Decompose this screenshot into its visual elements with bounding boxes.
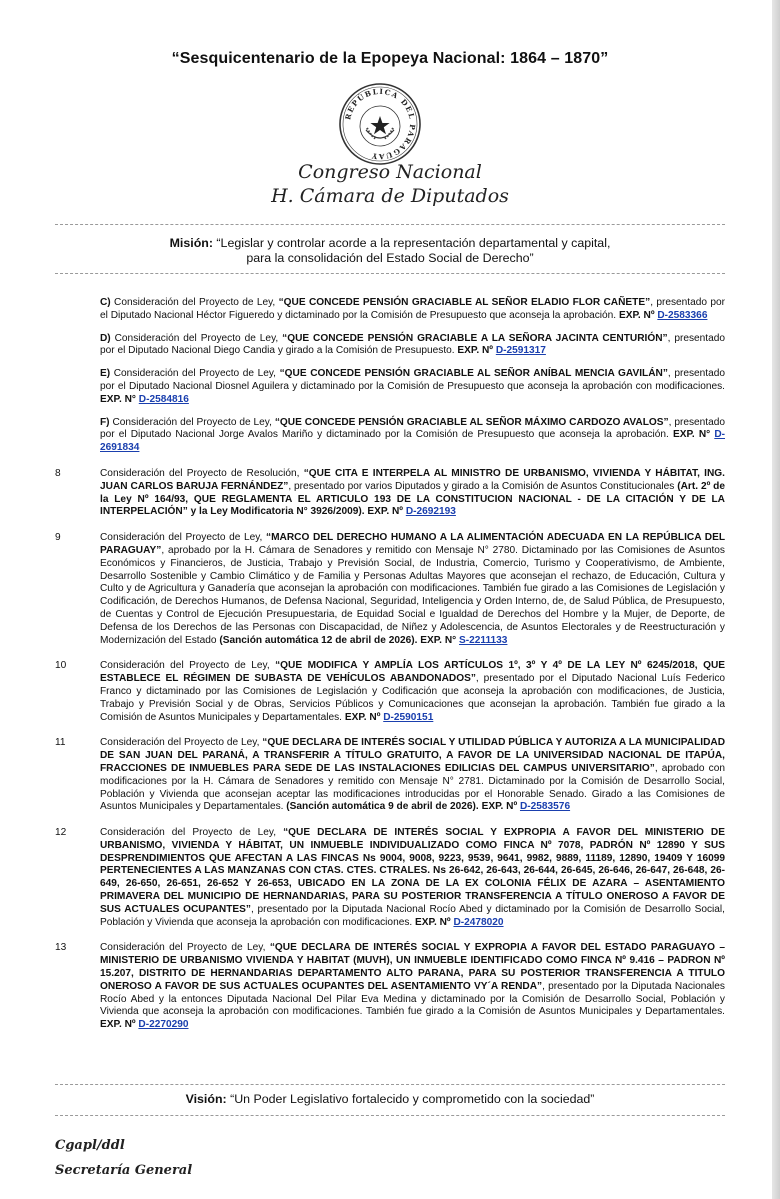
agenda-item-13 [55,942,725,1032]
item-text: Consideración del Proyecto de Ley, [110,297,279,308]
item-letter: D) [100,332,111,344]
vision-statement [55,1092,725,1107]
agenda-item-9 [55,532,725,647]
exp-label: EXP. Nº [457,345,496,357]
exp-link[interactable]: D-2270290 [138,1019,189,1031]
exp-label: EXP. Nº [367,506,406,518]
item-body [100,417,725,455]
item-text: Consideración del Proyecto de Ley, [100,532,267,544]
exp-link[interactable]: D-2692193 [405,506,456,518]
divider-mission [55,273,725,274]
item-sanction: (Sanción automática 12 de abril de 2026). [219,634,418,646]
mission-statement [55,236,725,266]
exp-link[interactable]: D-2590151 [383,711,434,723]
item-text: , presentado por el Diputado Nacional Jorge Avalos Mariño y dictaminado por la Comisión de Presupuesto que aconseja la aprobación. [100,416,725,441]
item-sanction: (Sanción automática 9 de abril de 2026). [286,801,479,813]
item-reference: (Art. 2º de la Ley Nº 164/93, QUE REGLAMENTA EL ARTICULO 193 DE LA CONSTITUCION NACIONAL - DE LA CITACIÓN Y DE LA INTERPELACIÓN” y la Ley Modificatoria N° 3926/2009). [100,480,725,518]
agenda-item-f [55,417,725,455]
chamber-name: H. Cámara de Diputados [271,185,509,207]
agenda-item-10 [55,660,725,724]
item-text: , presentado por el Diputado Nacional Diosnel Aguilera y dictaminado por la Comisión de Presupuesto que aconseja la aprobación con modificaciones. [100,368,726,392]
item-text: , presentado por el Diputado Nacional Luís Federico Franco y dictaminado por las Comisiones de Legislación y Codificación que aconseja la aprobación con modificaciones, de Justicia, Trabajo y Previsión Social y de Obras, Servicios Públicos y Comunicaciones que aconsejan la aprobación. También fue girado a la Comisión de Asuntos Municipales y Departamentales. [100,673,726,723]
item-title: “QUE CONCEDE PENSIÓN GRACIABLE A LA SEÑORA JACINTA CENTURIÓN” [282,332,668,344]
item-body [100,737,725,814]
item-text: , presentado por la Diputada Nacional Rocío Abed y dictaminado por la Comisión de Desarrollo Social, Población y Vivienda que aconseja la aprobación con modificaciones. [100,903,725,928]
item-title: “QUE CONCEDE PENSIÓN GRACIABLE AL SEÑOR ANÍBAL MENCIA GAVILÁN” [279,368,668,380]
item-text: , presentado por varios Diputados y girado a la Comisión de Asuntos Constitucionales [288,480,678,492]
exp-label: EXP. Nº [415,916,454,928]
exp-link[interactable]: D-2583366 [657,309,708,321]
item-letter: E) [100,368,111,380]
item-title: “QUE DECLARA DE INTERÉS SOCIAL Y EXPROPIA A FAVOR DEL MINISTERIO DE URBANISMO, VIVIENDA Y HÁBITAT, UN INMUEBLE INDIVIDUALIZADO COMO FINCA Nº 7078, PADRÓN Nº 12890 Y SUS DESPRENDIMIENTOS QUE AFECTAN A LAS FINCAS Ns 9004, 9008, 9223, 9539, 9641, 9982, 9889, 11189, 12890, 19409 Y 16099 PERTENECIENTES A LAS MANZANAS CON CTAS. CTES. CTRALES. Ns 26-642, 26-643, 26-644, 26-645, 26-646, 26-647, 26-648, 26-649, 26-650, 26-651, 26-652 Y 26-653, UBICADO EN LA ZONA DE LA EX COLONIA FÉLIX DE AZARA – ASENTAMIENTO PRIMAVERA DEL MUNICIPIO DE HERNANDARIAS, PARA SU POSTERIOR TRANSFERENCIA A TÍTULO ONEROSO A FAVOR DE SUS ACTUALES OCUPANTES” [100,827,725,915]
exp-label: EXP. N° [100,393,139,405]
item-text: Consideración del Proyecto de Ley, [100,660,276,672]
divider-vision-bottom [55,1115,725,1116]
divider-top [55,224,725,225]
seal-icon [338,82,422,166]
exp-link[interactable]: D-2583576 [519,801,571,813]
item-body [100,942,725,1032]
exp-label: EXP. Nº [100,1019,139,1031]
divider-vision-top [55,1084,725,1085]
agenda-item-e [55,368,725,406]
item-letter: F) [100,416,110,428]
seal-text: REPÚBLICA DEL PARAGUAY [343,86,418,162]
congress-heading [0,160,780,208]
item-text: , aprobado por la H. Cámara de Senadores y remitido con Mensaje N° 2780. Dictaminado por las Comisiones de Asuntos Económicos y Financieros, de Justicia, Trabajo y Previsión Social, de Industria, Comercio, Turismo y Cooperativismo, de Ambiente, Desarrollo Sostenible y Cambio Climático y de Familia y Personas Adultas Mayores que aconsejan el rechazo, de Educación, Cultura y Culto y de Agricultura y Ganadería que aconsejan la aprobación con modificaciones. También fue girado a las Comisiones de Legislación y Codificación, de Derechos Humanos, de Defensa Nacional, Seguridad, Inteligencia y Orden Interno, de, de Salud Pública, de Presupuesto, de Cuentas y Control de Ejecución Presupuestaria, de Equidad Social e Igualdad de Derechos del Hombre y la Mujer, de Deporte, de Defensa de los Derechos de las Personas con Discapacidad, de Niñez y Adolescencia, de Asuntos Electorales y de Reestructuración y Modernización del Estado [100,544,725,646]
mission-text-1: “Legislar y controlar acorde a la representación departamental y capital, [212,236,611,250]
item-title: “QUE CONCEDE PENSIÓN GRACIABLE AL SEÑOR MÁXIMO CARDOZO AVALOS” [274,416,669,428]
item-text: Consideración del Proyecto de Ley, [109,416,275,428]
item-text: Consideración del Proyecto de Ley, [100,942,270,954]
page-title: “Sesquicentenario de la Epopeya Nacional: 1864 – 1870” [171,50,609,67]
exp-label: EXP. N° [420,634,459,646]
item-title: “QUE CONCEDE PENSIÓN GRACIABLE AL SEÑOR ELADIO FLOR CAÑETE” [278,297,651,308]
item-text: , presentado por el Diputado Nacional Diego Candia y girado a la Comisión de Presupuesto. [100,332,726,357]
item-number: 8 [55,467,61,479]
agenda-item-c [55,297,725,323]
item-title: “QUE MODIFICA Y AMPLÍA LOS ARTÍCULOS 1º, 3º Y 4º DE LA LEY Nº 6245/2018, QUE ESTABLECE EL RÉGIMEN DE SUBASTA DE VEHÍCULOS ABANDONADOS” [100,660,726,685]
item-body [100,297,725,323]
exp-link[interactable]: D-2478020 [453,916,504,928]
mission-label: Misión: [169,236,213,250]
exp-link[interactable]: D-2584816 [138,393,189,405]
item-body [100,333,725,359]
item-letter: C) [100,297,111,308]
agenda-item-12 [55,827,725,929]
agenda-item-d [55,333,725,359]
item-body [100,468,725,519]
vision-label: Visión: [185,1092,227,1106]
item-text: Consideración del Proyecto de Ley, [100,827,284,839]
mission-text-2: para la consolidación del Estado Social de Derecho” [246,251,534,265]
item-number: 11 [55,737,66,749]
exp-link[interactable]: D-2591317 [495,345,546,357]
exp-link[interactable]: S-2211133 [459,634,508,646]
item-title: “QUE DECLARA DE INTERÉS SOCIAL Y EXPROPIA A FAVOR DEL ESTADO PARAGUAYO – MINISTERIO DE URBANISMO VIVIENDA Y HABITAT (MUVH), UN INMUEBLE IDENTIFICADO COMO FINCA Nº 9.416 – PADRON Nº 15.207, DISTRITO DE HERNANDARIAS DEPARTAMENTO ALTO PARANA, PARA SU POSTERIOR TRANSFERENCIA A TITULO ONEROSO A FAVOR DE SUS ACTUALES OCUPANTES DEL ASENTAMIENTO VY´A RENDA” [100,942,726,992]
item-title: “QUE CITA E INTERPELA AL MINISTRO DE URBANISMO, VIVIENDA Y HÁBITAT, ING. JUAN CARLOS BARUJA FERNÁNDEZ” [100,467,725,492]
item-text: , presentado por el Diputado Nacional Héctor Figueredo y dictaminado por la Comisión de Presupuesto que aconseja la aprobación. [100,297,725,321]
signature-office: Secretaría General [55,1163,193,1178]
item-title: “QUE DECLARA DE INTERÉS SOCIAL Y UTILIDAD PÚBLICA Y AUTORIZA A LA MUNICIPALIDAD DE SAN JUAN DEL PARANÁ, A TRANSFERIR A TÍTULO GRATUITO, A FAVOR DE LA UNIVERSIDAD NACIONAL DE ITAPÚA, FRACCIONES DE INMUEBLES PARA SEDE DE LAS INSTALACIONES EDILICIAS DEL CAMPUS UNIVERSITARIO” [100,737,726,774]
vision-text: “Un Poder Legislativo fortalecido y comprometido con la sociedad” [226,1092,595,1106]
exp-label: EXP. Nº [344,711,384,723]
item-text: Consideración del Proyecto de Resolución, [100,467,304,479]
agenda-item-11 [55,737,725,814]
seal-emblem [338,82,422,166]
congress-name: Congreso Nacional [298,161,482,183]
exp-label: EXP. Nº [481,801,520,813]
item-title: “MARCO DEL DERECHO HUMANO A LA ALIMENTACIÓN ADECUADA EN LA REPÚBLICA DEL PARAGUAY” [100,532,726,556]
item-body [100,660,725,724]
item-body [100,532,725,647]
item-number: 12 [55,827,67,839]
item-text: Consideración del Proyecto de Ley, [100,737,263,749]
item-number: 13 [55,942,67,954]
item-text: , presentado por la Diputada Nacionales Rocío Abed y la entonces Diputada Nacional Del Pilar Eva Medina y dictaminado por la Comisión de Desarrollo Social, Población y Vivienda que aconseja la aprobación con modificaciones. También fue girado a la Comisión de Asuntos Municipales y Departamentales. [100,980,725,1018]
item-number: 9 [55,532,61,544]
item-text: Consideración del Proyecto de Ley, [110,332,283,344]
item-body [100,368,725,406]
item-number: 10 [55,660,67,672]
exp-label: EXP. N° [672,429,715,441]
item-text: , aprobado con modificaciones por la H. Cámara de Senadores y remitido con Mensaje N° 2781. Dictaminado por la Comisión de Desarrollo Social, Población y Vivienda que aconsejan aceptar las modificaciones introducidas por el Honorable Senado. Girado a las Comisiones de Asuntos Municipales y Departamentales. [100,762,725,813]
signature-initials: Cgapl/ddl [55,1138,125,1153]
agenda-item-8 [55,468,725,519]
exp-label: EXP. Nº [618,309,658,321]
agenda-list [55,297,725,1032]
exp-link[interactable]: D-2691834 [100,429,725,454]
item-text: Consideración del Proyecto de Ley, [110,368,280,380]
item-body [100,827,725,929]
